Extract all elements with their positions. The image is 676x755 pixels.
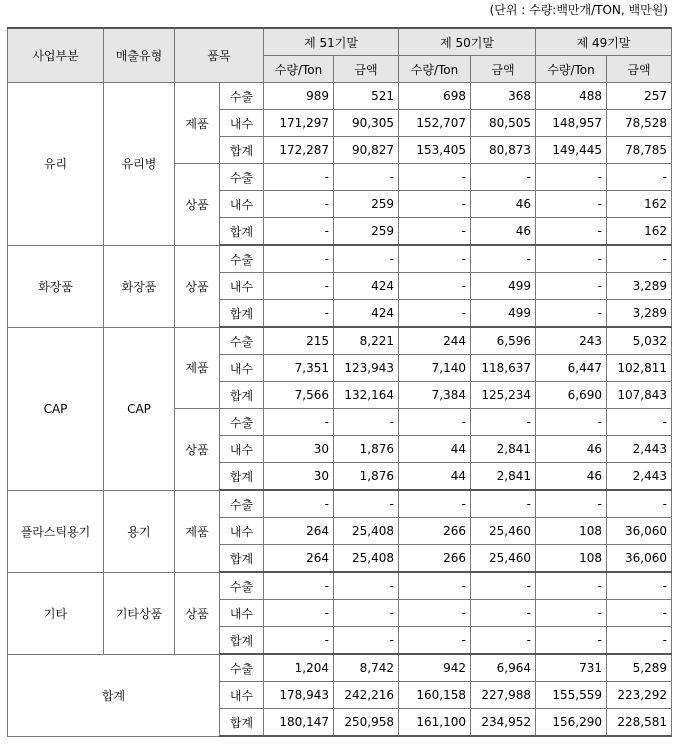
value-cell: - xyxy=(607,490,672,518)
value-cell: 215 xyxy=(264,327,334,355)
value-cell: 989 xyxy=(264,83,334,110)
value-cell: 3,289 xyxy=(607,300,672,328)
value-cell: 80,505 xyxy=(471,110,536,137)
value-cell: - xyxy=(264,273,334,300)
value-cell: 180,147 xyxy=(264,709,334,737)
value-cell: 153,405 xyxy=(399,137,471,164)
value-cell: - xyxy=(471,490,536,518)
unit-note: (단위 : 수량:백만개/TON, 백만원) xyxy=(489,3,668,17)
header-period-51: 제 51기말 xyxy=(264,28,399,56)
value-cell: - xyxy=(536,490,607,518)
value-cell: 1,876 xyxy=(334,463,399,491)
value-cell: 108 xyxy=(536,518,607,545)
value-cell: 424 xyxy=(334,300,399,328)
row-label: 합계 xyxy=(220,137,264,164)
value-cell: 2,841 xyxy=(471,436,536,463)
value-cell: 250,958 xyxy=(334,709,399,737)
value-cell: - xyxy=(399,245,471,273)
value-cell: 242,216 xyxy=(334,682,399,709)
value-cell: 1,876 xyxy=(334,436,399,463)
value-cell: - xyxy=(334,627,399,655)
table-row xyxy=(8,490,672,518)
sales-type-cell: CAP xyxy=(104,327,175,490)
value-cell: 36,060 xyxy=(607,518,672,545)
value-cell: 227,988 xyxy=(471,682,536,709)
value-cell: 102,811 xyxy=(607,355,672,382)
item-cell: 상품 xyxy=(175,164,220,246)
value-cell: 46 xyxy=(536,436,607,463)
row-label: 합계 xyxy=(220,627,264,655)
value-cell: 46 xyxy=(536,463,607,491)
value-cell: 259 xyxy=(334,191,399,218)
value-cell: - xyxy=(399,490,471,518)
segment-cell: 기타 xyxy=(8,572,104,654)
item-cell: 제품 xyxy=(175,327,220,409)
value-cell: - xyxy=(264,627,334,655)
value-cell: 2,443 xyxy=(607,436,672,463)
value-cell: 78,528 xyxy=(607,110,672,137)
value-cell: 108 xyxy=(536,545,607,573)
value-cell: 149,445 xyxy=(536,137,607,164)
value-cell: 156,290 xyxy=(536,709,607,737)
value-cell: 266 xyxy=(399,545,471,573)
value-cell: - xyxy=(264,245,334,273)
value-cell: - xyxy=(536,409,607,436)
item-cell: 제품 xyxy=(175,83,220,164)
segment-cell: 유리 xyxy=(8,83,104,246)
row-label: 수출 xyxy=(220,164,264,191)
value-cell: 942 xyxy=(399,654,471,682)
value-cell: 424 xyxy=(334,273,399,300)
value-cell: 36,060 xyxy=(607,545,672,573)
value-cell: 264 xyxy=(264,545,334,573)
segment-cell: 화장품 xyxy=(8,245,104,327)
total-row xyxy=(8,654,672,682)
value-cell: 118,637 xyxy=(471,355,536,382)
value-cell: 25,460 xyxy=(471,518,536,545)
row-label: 수출 xyxy=(220,490,264,518)
total-label-cell: 합계 xyxy=(8,654,220,736)
value-cell: - xyxy=(399,164,471,191)
row-label: 내수 xyxy=(220,355,264,382)
value-cell: - xyxy=(536,627,607,655)
value-cell: 2,841 xyxy=(471,463,536,491)
value-cell: 172,287 xyxy=(264,137,334,164)
table-row xyxy=(8,245,672,273)
value-cell: - xyxy=(264,409,334,436)
value-cell: 228,581 xyxy=(607,709,672,737)
value-cell: 7,384 xyxy=(399,382,471,409)
value-cell: - xyxy=(471,245,536,273)
sales-table xyxy=(7,27,672,737)
value-cell: 46 xyxy=(471,191,536,218)
value-cell: - xyxy=(399,300,471,328)
header-qty: 수량/Ton xyxy=(264,56,334,83)
value-cell: 264 xyxy=(264,518,334,545)
value-cell: 243 xyxy=(536,327,607,355)
value-cell: 155,559 xyxy=(536,682,607,709)
header-sales-type: 매출유형 xyxy=(104,28,175,83)
value-cell: - xyxy=(264,300,334,328)
value-cell: 161,100 xyxy=(399,709,471,737)
table-row xyxy=(8,83,672,110)
value-cell: - xyxy=(334,245,399,273)
row-label: 합계 xyxy=(220,218,264,246)
value-cell: - xyxy=(471,600,536,627)
item-cell: 상품 xyxy=(175,409,220,491)
value-cell: - xyxy=(607,164,672,191)
value-cell: - xyxy=(471,627,536,655)
value-cell: - xyxy=(264,218,334,246)
value-cell: - xyxy=(399,627,471,655)
value-cell: 234,952 xyxy=(471,709,536,737)
row-label: 내수 xyxy=(220,110,264,137)
value-cell: 30 xyxy=(264,436,334,463)
value-cell: - xyxy=(334,409,399,436)
value-cell: 7,566 xyxy=(264,382,334,409)
value-cell: - xyxy=(334,164,399,191)
value-cell: 25,408 xyxy=(334,545,399,573)
row-label: 수출 xyxy=(220,654,264,682)
value-cell: 3,289 xyxy=(607,273,672,300)
table-row xyxy=(8,572,672,600)
value-cell: - xyxy=(264,490,334,518)
value-cell: - xyxy=(264,164,334,191)
value-cell: 698 xyxy=(399,83,471,110)
value-cell: 123,943 xyxy=(334,355,399,382)
value-cell: 107,843 xyxy=(607,382,672,409)
value-cell: 244 xyxy=(399,327,471,355)
sales-type-cell: 화장품 xyxy=(104,245,175,327)
header-period-49: 제 49기말 xyxy=(536,28,672,56)
value-cell: - xyxy=(536,191,607,218)
value-cell: 148,957 xyxy=(536,110,607,137)
value-cell: - xyxy=(536,273,607,300)
value-cell: 132,164 xyxy=(334,382,399,409)
value-cell: - xyxy=(471,572,536,600)
value-cell: - xyxy=(399,572,471,600)
value-cell: 368 xyxy=(471,83,536,110)
value-cell: - xyxy=(334,600,399,627)
value-cell: - xyxy=(264,600,334,627)
value-cell: 257 xyxy=(607,83,672,110)
header-amount: 금액 xyxy=(471,56,536,83)
value-cell: - xyxy=(399,191,471,218)
table-header xyxy=(8,28,672,83)
value-cell: 6,964 xyxy=(471,654,536,682)
value-cell: 223,292 xyxy=(607,682,672,709)
value-cell: - xyxy=(607,627,672,655)
value-cell: 5,289 xyxy=(607,654,672,682)
value-cell: 7,351 xyxy=(264,355,334,382)
sales-type-cell: 용기 xyxy=(104,490,175,572)
value-cell: 266 xyxy=(399,518,471,545)
value-cell: - xyxy=(399,409,471,436)
value-cell: 7,140 xyxy=(399,355,471,382)
value-cell: 25,460 xyxy=(471,545,536,573)
value-cell: 90,305 xyxy=(334,110,399,137)
value-cell: 8,742 xyxy=(334,654,399,682)
item-cell: 제품 xyxy=(175,490,220,572)
value-cell: 731 xyxy=(536,654,607,682)
row-label: 수출 xyxy=(220,83,264,110)
item-cell: 상품 xyxy=(175,572,220,654)
row-label: 내수 xyxy=(220,436,264,463)
value-cell: - xyxy=(607,245,672,273)
value-cell: 152,707 xyxy=(399,110,471,137)
value-cell: 125,234 xyxy=(471,382,536,409)
value-cell: 2,443 xyxy=(607,463,672,491)
value-cell: 499 xyxy=(471,300,536,328)
header-qty: 수량/Ton xyxy=(399,56,471,83)
value-cell: 162 xyxy=(607,218,672,246)
value-cell: 44 xyxy=(399,436,471,463)
value-cell: 6,690 xyxy=(536,382,607,409)
value-cell: 46 xyxy=(471,218,536,246)
value-cell: 5,032 xyxy=(607,327,672,355)
row-label: 내수 xyxy=(220,600,264,627)
value-cell: - xyxy=(607,600,672,627)
row-label: 합계 xyxy=(220,463,264,491)
value-cell: - xyxy=(334,572,399,600)
value-cell: - xyxy=(536,164,607,191)
header-period-50: 제 50기말 xyxy=(399,28,536,56)
row-label: 합계 xyxy=(220,545,264,573)
value-cell: 78,785 xyxy=(607,137,672,164)
value-cell: - xyxy=(399,273,471,300)
row-label: 합계 xyxy=(220,300,264,328)
value-cell: 521 xyxy=(334,83,399,110)
value-cell: 90,827 xyxy=(334,137,399,164)
row-label: 내수 xyxy=(220,191,264,218)
value-cell: - xyxy=(399,600,471,627)
value-cell: 6,447 xyxy=(536,355,607,382)
value-cell: - xyxy=(264,191,334,218)
sales-type-cell: 유리병 xyxy=(104,83,175,246)
value-cell: 1,204 xyxy=(264,654,334,682)
value-cell: - xyxy=(471,409,536,436)
value-cell: - xyxy=(471,164,536,191)
value-cell: 160,158 xyxy=(399,682,471,709)
row-label: 수출 xyxy=(220,327,264,355)
value-cell: - xyxy=(334,490,399,518)
row-label: 수출 xyxy=(220,409,264,436)
value-cell: 178,943 xyxy=(264,682,334,709)
value-cell: 499 xyxy=(471,273,536,300)
row-label: 합계 xyxy=(220,382,264,409)
value-cell: - xyxy=(536,245,607,273)
row-label: 수출 xyxy=(220,245,264,273)
item-cell: 상품 xyxy=(175,245,220,327)
value-cell: 171,297 xyxy=(264,110,334,137)
value-cell: - xyxy=(536,300,607,328)
header-amount: 금액 xyxy=(334,56,399,83)
value-cell: - xyxy=(607,409,672,436)
header-segment: 사업부분 xyxy=(8,28,104,83)
segment-cell: 플라스틱용기 xyxy=(8,490,104,572)
table-body xyxy=(8,83,672,737)
sales-type-cell: 기타상품 xyxy=(104,572,175,654)
table-row xyxy=(8,327,672,355)
value-cell: 80,873 xyxy=(471,137,536,164)
value-cell: 8,221 xyxy=(334,327,399,355)
value-cell: - xyxy=(536,572,607,600)
value-cell: - xyxy=(536,218,607,246)
value-cell: 6,596 xyxy=(471,327,536,355)
row-label: 수출 xyxy=(220,572,264,600)
value-cell: - xyxy=(264,572,334,600)
segment-cell: CAP xyxy=(8,327,104,490)
value-cell: 25,408 xyxy=(334,518,399,545)
header-qty: 수량/Ton xyxy=(536,56,607,83)
row-label: 내수 xyxy=(220,273,264,300)
row-label: 합계 xyxy=(220,709,264,737)
value-cell: 162 xyxy=(607,191,672,218)
value-cell: - xyxy=(536,600,607,627)
header-item: 품목 xyxy=(175,28,264,83)
value-cell: 44 xyxy=(399,463,471,491)
value-cell: - xyxy=(399,218,471,246)
value-cell: 30 xyxy=(264,463,334,491)
value-cell: 259 xyxy=(334,218,399,246)
row-label: 내수 xyxy=(220,682,264,709)
row-label: 내수 xyxy=(220,518,264,545)
value-cell: 488 xyxy=(536,83,607,110)
value-cell: - xyxy=(607,572,672,600)
header-amount: 금액 xyxy=(607,56,672,83)
